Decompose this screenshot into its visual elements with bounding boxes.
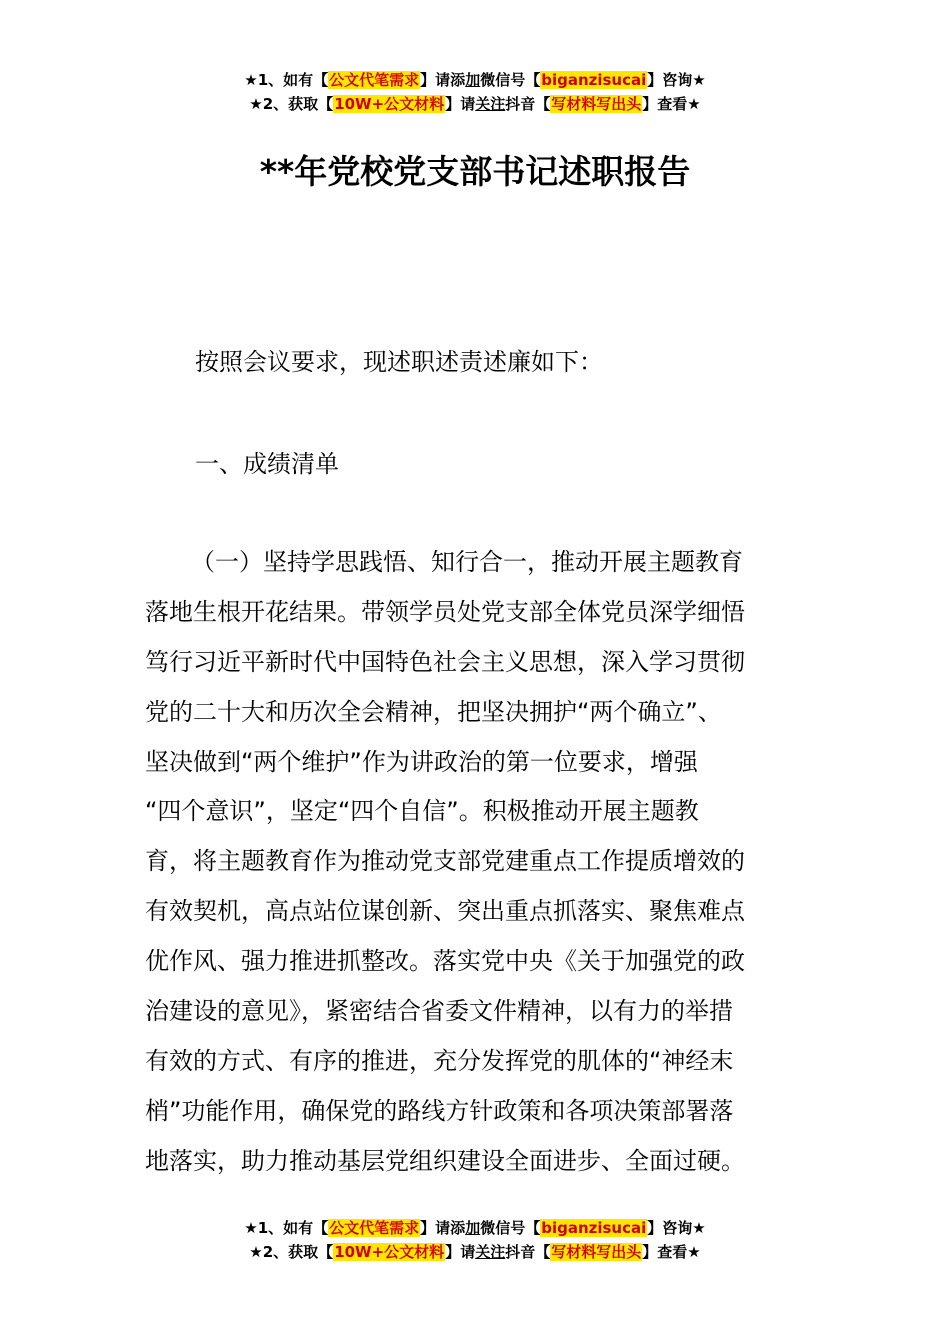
paragraph-line: 有效的方式、有序的推进，充分发挥党的肌体的“神经末 — [145, 1046, 734, 1075]
paragraph-line: 笃行习近平新时代中国特色社会主义思想，深入学习贯彻 — [145, 647, 745, 676]
banner-text: 】查看★ — [642, 95, 701, 113]
paragraph-line: 坚决做到“两个维护”作为讲政治的第一位要求，增强 — [145, 747, 698, 776]
highlight-materials: 10W+公文材料 — [334, 1243, 445, 1261]
banner-text-underlined: 加 — [465, 71, 481, 89]
paragraph-line: 梢”功能作用，确保党的路线方针政策和各项决策部署落 — [145, 1096, 734, 1125]
footer-banner — [0, 1216, 950, 1264]
banner-text: 抖音【 — [505, 1243, 551, 1261]
intro-text: 按照会议要求，现述职述责述廉如下： — [195, 348, 603, 376]
paragraph-line: 落地生根开花结果。带领学员处党支部全体党员深学细悟 — [145, 597, 745, 626]
banner-text: 】请添 — [420, 1219, 466, 1237]
banner-text: 微信号【 — [480, 1219, 541, 1237]
paragraph-line: 育，将主题教育作为推动党支部党建重点工作提质增效的 — [145, 847, 745, 876]
highlight-service: 公文代笔需求 — [329, 1219, 420, 1237]
highlight-douyin: 写材料写出头 — [551, 1243, 642, 1261]
section-heading: 一、成绩清单 — [195, 450, 339, 478]
banner-text-underlined: 关注 — [475, 1243, 506, 1261]
paragraph-line: 党的二十大和历次全会精神，把坚决拥护“两个确立”、 — [145, 697, 722, 726]
banner-line-2 — [0, 1240, 950, 1264]
banner-text: 】请添 — [420, 71, 466, 89]
paragraph-line: 有效契机，高点站位谋创新、突出重点抓落实、聚焦难点 — [145, 897, 745, 926]
banner-text: 微信号【 — [480, 71, 541, 89]
document-title: **年党校党支部书记述职报告 — [259, 152, 691, 191]
banner-line-2 — [0, 92, 950, 116]
highlight-service: 公文代笔需求 — [329, 71, 420, 89]
body-paragraph — [145, 538, 810, 1187]
banner-text: 抖音【 — [505, 95, 551, 113]
banner-text: ★1、如有【 — [244, 1219, 329, 1237]
banner-text: 】请 — [445, 95, 476, 113]
highlight-wechat-id: biganzisucai — [541, 71, 647, 89]
highlight-materials: 10W+公文材料 — [334, 95, 445, 113]
highlight-wechat-id: biganzisucai — [541, 1219, 647, 1237]
banner-text: 】请 — [445, 1243, 476, 1261]
banner-text: ★1、如有【 — [244, 71, 329, 89]
banner-text: 】查看★ — [642, 1243, 701, 1261]
banner-text: ★2、获取【 — [249, 95, 334, 113]
paragraph-line: “四个意识”，坚定“四个自信”。积极推动开展主题教 — [145, 797, 699, 826]
paragraph-line: （一）坚持学思践悟、知行合一，推动开展主题教育 — [191, 548, 743, 576]
banner-text: 】咨询★ — [647, 71, 706, 89]
banner-text-underlined: 关注 — [475, 95, 506, 113]
paragraph-line: 优作风、强力推进抓整改。落实党中央《关于加强党的政 — [145, 947, 745, 976]
banner-text-underlined: 加 — [465, 1219, 481, 1237]
highlight-douyin: 写材料写出头 — [551, 95, 642, 113]
paragraph-line: 治建设的意见》，紧密结合省委文件精神，以有力的举措 — [145, 997, 733, 1026]
header-banner — [0, 68, 950, 116]
banner-text: ★2、获取【 — [249, 1243, 334, 1261]
paragraph-line: 地落实，助力推动基层党组织建设全面进步、全面过硬。 — [145, 1146, 745, 1175]
banner-text: 】咨询★ — [647, 1219, 706, 1237]
banner-line-1 — [0, 68, 950, 92]
banner-line-1 — [0, 1216, 950, 1240]
